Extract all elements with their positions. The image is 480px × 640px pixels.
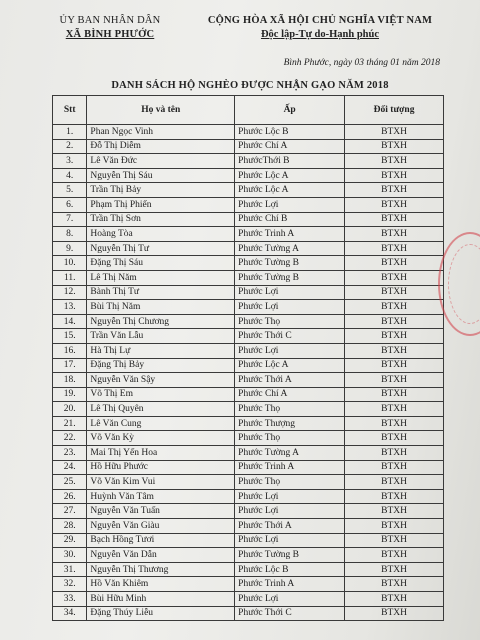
row-name: Nguyễn Thị Chương [87,314,235,329]
row-name: Huỳnh Văn Tâm [87,489,235,504]
recipient-table [52,95,444,621]
table-row [53,475,444,490]
table-row [53,300,444,315]
row-hamlet: Phước Thọ [235,314,345,329]
row-hamlet: Phước Chí A [235,139,345,154]
row-name: Đặng Thị Sáu [87,256,235,271]
country-name: CỘNG HÒA XÃ HỘI CHỦ NGHĨA VIỆT NAM [207,15,433,26]
row-stt: 22. [53,431,87,446]
row-hamlet: Phước Trinh A [235,460,345,475]
row-name: Lê Thị Năm [87,270,235,285]
row-hamlet: Phước Lộc A [235,183,345,198]
row-hamlet: Phước Chí A [235,387,345,402]
row-stt: 15. [53,329,87,344]
row-category: BTXH [345,300,444,315]
row-stt: 16. [53,343,87,358]
row-stt: 7. [53,212,87,227]
document-title: DANH SÁCH HỘ NGHÈO ĐƯỢC NHẬN GẠO NĂM 2018 [111,80,389,91]
row-hamlet: Phước Chí B [235,212,345,227]
row-hamlet: Phước Lợi [235,343,345,358]
row-stt: 23. [53,446,87,461]
row-name: Bùi Thị Năm [87,300,235,315]
table-row [53,329,444,344]
table-row [53,489,444,504]
table-row [53,446,444,461]
table-row [53,402,444,417]
issuer-header [40,14,180,42]
row-hamlet: Phước Thới C [235,606,345,621]
table-row [53,256,444,271]
column-header-hamlet: Ấp [235,96,345,125]
row-name: Bùi Hữu Minh [87,592,235,607]
row-hamlet: Phước Lợi [235,533,345,548]
row-category: BTXH [345,475,444,490]
row-name: Bành Thị Tư [87,285,235,300]
row-name: Lê Văn Đức [87,154,235,169]
row-category: BTXH [345,416,444,431]
row-category: BTXH [345,343,444,358]
motto: Độc lập-Tự do-Hạnh phúc [260,29,380,40]
row-category: BTXH [345,489,444,504]
table-row [53,154,444,169]
row-name: Nguyễn Thị Thương [87,562,235,577]
national-motto-header [195,14,445,42]
table-row [53,548,444,563]
row-stt: 30. [53,548,87,563]
table-row [53,285,444,300]
row-stt: 21. [53,416,87,431]
row-category: BTXH [345,125,444,140]
row-stt: 33. [53,592,87,607]
row-category: BTXH [345,606,444,621]
column-header-category: Đối tượng [345,96,444,125]
row-name: Bạch Hồng Tươi [87,533,235,548]
table-row [53,270,444,285]
table-row [53,212,444,227]
row-name: Phạm Thị Phiến [87,197,235,212]
table-row [53,227,444,242]
row-name: Hoàng Tòa [87,227,235,242]
row-hamlet: Phước Thượng [235,416,345,431]
table-row [53,533,444,548]
row-stt: 18. [53,373,87,388]
row-name: Trần Thị Bảy [87,183,235,198]
row-stt: 4. [53,168,87,183]
row-category: BTXH [345,592,444,607]
row-hamlet: Phước Lộc B [235,125,345,140]
row-category: BTXH [345,139,444,154]
table-row [53,431,444,446]
row-category: BTXH [345,358,444,373]
row-category: BTXH [345,519,444,534]
row-category: BTXH [345,329,444,344]
row-hamlet: Phước Thới A [235,373,345,388]
row-category: BTXH [345,548,444,563]
table-row [53,592,444,607]
issuer-line-1: ỦY BAN NHÂN DÂN [59,15,161,26]
row-category: BTXH [345,154,444,169]
row-name: Hồ Hữu Phước [87,460,235,475]
table-row [53,577,444,592]
row-name: Hà Thị Lự [87,343,235,358]
table-row [53,183,444,198]
row-hamlet: Phước Thọ [235,431,345,446]
row-category: BTXH [345,212,444,227]
row-category: BTXH [345,314,444,329]
row-name: Trần Thị Sơn [87,212,235,227]
row-stt: 14. [53,314,87,329]
row-category: BTXH [345,197,444,212]
table-row [53,314,444,329]
row-stt: 20. [53,402,87,417]
row-stt: 1. [53,125,87,140]
row-stt: 24. [53,460,87,475]
table-row [53,358,444,373]
row-hamlet: Phước Lộc A [235,168,345,183]
row-stt: 27. [53,504,87,519]
row-stt: 10. [53,256,87,271]
row-hamlet: Phước Tường A [235,446,345,461]
row-category: BTXH [345,446,444,461]
table-row [53,387,444,402]
table-row [53,519,444,534]
row-stt: 11. [53,270,87,285]
table-header-row [53,96,444,125]
table-row [53,606,444,621]
table-row [53,343,444,358]
row-hamlet: Phước Lợi [235,300,345,315]
row-hamlet: Phước Tường B [235,256,345,271]
row-hamlet: Phước Tường B [235,270,345,285]
row-name: Nguyễn Văn Sậy [87,373,235,388]
row-stt: 31. [53,562,87,577]
row-name: Nguyễn Thị Sáu [87,168,235,183]
table-row [53,504,444,519]
row-name: Võ Thị Em [87,387,235,402]
row-hamlet: Phước Trinh A [235,577,345,592]
row-hamlet: Phước Lộc B [235,562,345,577]
row-hamlet: Phước Thới C [235,329,345,344]
row-category: BTXH [345,227,444,242]
table-row [53,168,444,183]
row-name: Đặng Thị Bảy [87,358,235,373]
row-name: Lê Thị Quyên [87,402,235,417]
table-row [53,373,444,388]
row-name: Lê Văn Cung [87,416,235,431]
row-category: BTXH [345,168,444,183]
row-hamlet: Phước Lợi [235,592,345,607]
table-row [53,460,444,475]
row-name: Võ Văn Kim Vui [87,475,235,490]
row-stt: 19. [53,387,87,402]
table-row [53,416,444,431]
column-header-name: Họ và tên [87,96,235,125]
row-hamlet: Phước Lợi [235,197,345,212]
row-stt: 8. [53,227,87,242]
table-row [53,139,444,154]
red-seal-stamp [438,232,480,336]
row-hamlet: Phước Thới A [235,519,345,534]
row-stt: 25. [53,475,87,490]
row-name: Phan Ngọc Vinh [87,125,235,140]
row-name: Mai Thị Yến Hoa [87,446,235,461]
row-name: Trần Văn Lẫu [87,329,235,344]
row-name: Nguyễn Văn Tuấn [87,504,235,519]
row-stt: 17. [53,358,87,373]
row-hamlet: Phước Thọ [235,475,345,490]
row-stt: 29. [53,533,87,548]
table-row [53,562,444,577]
row-stt: 32. [53,577,87,592]
row-category: BTXH [345,387,444,402]
row-name: Nguyễn Thị Tư [87,241,235,256]
row-category: BTXH [345,183,444,198]
row-category: BTXH [345,373,444,388]
row-category: BTXH [345,431,444,446]
row-hamlet: Phước Lợi [235,489,345,504]
row-stt: 3. [53,154,87,169]
row-category: BTXH [345,256,444,271]
row-category: BTXH [345,562,444,577]
row-category: BTXH [345,577,444,592]
row-stt: 9. [53,241,87,256]
row-stt: 6. [53,197,87,212]
row-hamlet: PhướcThới B [235,154,345,169]
table-row [53,125,444,140]
table-body [53,125,444,621]
row-hamlet: Phước Lộc A [235,358,345,373]
row-category: BTXH [345,270,444,285]
row-name: Nguyễn Văn Giàu [87,519,235,534]
row-hamlet: Phước Tường A [235,241,345,256]
row-stt: 5. [53,183,87,198]
row-category: BTXH [345,504,444,519]
row-hamlet: Phước Trinh A [235,227,345,242]
date-line: Bình Phước, ngày 03 tháng 01 năm 2018 [283,58,440,68]
row-hamlet: Phước Tường B [235,548,345,563]
column-header-stt: Stt [53,96,87,125]
row-category: BTXH [345,285,444,300]
row-name: Võ Văn Kỳ [87,431,235,446]
row-name: Hồ Văn Khiêm [87,577,235,592]
row-category: BTXH [345,460,444,475]
row-stt: 12. [53,285,87,300]
issuer-line-2: XÃ BÌNH PHƯỚC [65,29,155,40]
row-stt: 26. [53,489,87,504]
row-stt: 34. [53,606,87,621]
row-name: Nguyễn Văn Dẫn [87,548,235,563]
row-stt: 28. [53,519,87,534]
row-category: BTXH [345,533,444,548]
table-row [53,241,444,256]
row-hamlet: Phước Lợi [235,285,345,300]
row-stt: 2. [53,139,87,154]
row-stt: 13. [53,300,87,315]
row-hamlet: Phước Lợi [235,504,345,519]
table-row [53,197,444,212]
row-category: BTXH [345,241,444,256]
row-category: BTXH [345,402,444,417]
row-name: Đỗ Thị Diễm [87,139,235,154]
row-name: Đặng Thúy Liễu [87,606,235,621]
row-hamlet: Phước Thọ [235,402,345,417]
